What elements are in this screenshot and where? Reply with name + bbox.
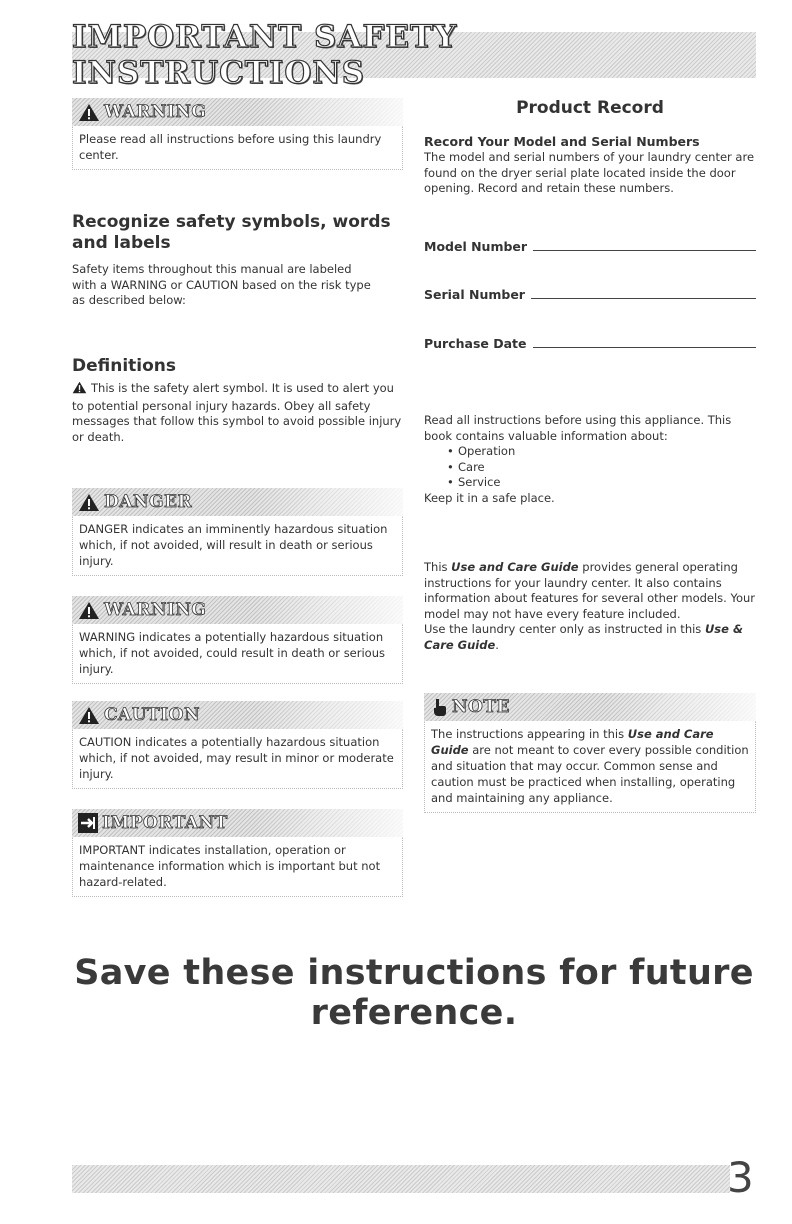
- save-instructions-heading: Save these instructions for future reference.: [74, 953, 754, 1033]
- warning-text: WARNING indicates a potentially hazardous situation which, if not avoided, could result in death or serious injury.: [72, 624, 403, 684]
- read-all-text: Read all instructions before using this appliance. This book contains valuable information about:: [424, 413, 732, 443]
- caution-text: CAUTION indicates a potentially hazardous situation which, if not avoided, may result in minor or moderate injury.: [72, 729, 403, 789]
- warning-triangle-icon: [78, 706, 100, 725]
- note-guide-emphasis: Use and Care Guide: [431, 727, 714, 757]
- important-box: [72, 809, 403, 897]
- guide-title-emphasis: Use and Care Guide: [451, 560, 579, 574]
- definitions-paragraph: [72, 381, 402, 445]
- guide-p1-start: This: [424, 560, 452, 574]
- important-title: IMPORTANT: [102, 813, 228, 833]
- warning-intro-box: [72, 98, 403, 170]
- model-number-label: Model Number: [424, 239, 528, 254]
- serial-number-line[interactable]: [531, 297, 756, 299]
- danger-text: DANGER indicates an imminently hazardous situation which, if not avoided, will result in death or serious injury.: [72, 516, 403, 576]
- warning-title: WARNING: [104, 600, 207, 620]
- recognize-text: Safety items throughout this manual are labeled with a WARNING or CAUTION based on the risk type as described below:: [72, 262, 371, 307]
- warning-intro-header: [72, 98, 403, 126]
- danger-header: [72, 488, 403, 516]
- warning-intro-text: Please read all instructions before using this laundry center.: [72, 126, 403, 170]
- note-title: NOTE: [452, 697, 510, 717]
- list-item: • Care: [458, 460, 515, 476]
- guide-paragraph-1: [424, 560, 756, 622]
- title-banner: [72, 19, 756, 91]
- serial-number-label: Serial Number: [424, 287, 525, 302]
- guide-p2-end: .: [495, 637, 499, 652]
- product-record-heading: Product Record: [516, 98, 664, 118]
- warning-triangle-icon: [78, 103, 100, 122]
- guide-paragraph-2: [424, 622, 756, 653]
- footer-bar: [72, 1165, 730, 1193]
- page-number: 3: [727, 1153, 754, 1202]
- purchase-date-line[interactable]: [533, 346, 756, 348]
- serial-number-field[interactable]: [424, 287, 756, 302]
- list-item: • Operation: [458, 444, 515, 460]
- note-text: [424, 721, 756, 813]
- note-text-end: are not meant to cover every possible condition and situation that may occur. Common sense and caution must be practiced when installing, operating and maintaining any appliance.: [431, 743, 749, 805]
- definitions-text: This is the safety alert symbol. It is used to alert you to potential personal injury hazards. Obey all safety messages that follow this symbol to avoid possible injury or death.: [72, 381, 402, 444]
- danger-title: DANGER: [104, 492, 193, 512]
- important-header: [72, 809, 403, 837]
- note-text-start: The instructions appearing in this: [431, 727, 628, 741]
- record-subheading: Record Your Model and Serial Numbers: [424, 134, 700, 149]
- guide-title-emphasis: Use & Care Guide: [424, 622, 743, 652]
- note-header: [424, 693, 756, 721]
- important-text: IMPORTANT indicates installation, operation or maintenance information which is important but not hazard-related.: [72, 837, 403, 897]
- warning-header: [72, 596, 403, 624]
- pointing-hand-icon: [430, 697, 448, 717]
- recognize-heading: Recognize safety symbols, words and labels: [72, 212, 391, 253]
- page-title: IMPORTANT SAFETY INSTRUCTIONS: [72, 19, 458, 91]
- definitions-heading: Definitions: [72, 356, 177, 376]
- warning-triangle-icon: [78, 601, 100, 620]
- keep-safe-text: Keep it in a safe place.: [424, 491, 555, 505]
- guide-p2-start: Use the laundry center only as instructed in this: [424, 622, 705, 636]
- warning-box: [72, 596, 403, 684]
- caution-title: CAUTION: [104, 705, 200, 725]
- purchase-date-field[interactable]: [424, 336, 756, 351]
- purchase-date-label: Purchase Date: [424, 336, 527, 351]
- note-box: [424, 693, 756, 813]
- danger-box: [72, 488, 403, 576]
- guide-p1-end: provides general operating instructions for your laundry center. It also contains information about features for several other models. Your model may not have every feature included.: [424, 560, 756, 621]
- topic-list: [424, 444, 515, 491]
- record-text: The model and serial numbers of your laundry center are found on the dryer serial plate located inside the door opening. Record and retain these numbers.: [424, 150, 755, 195]
- warning-intro-title: WARNING: [104, 102, 207, 122]
- caution-box: [72, 701, 403, 789]
- arrow-box-icon: [78, 813, 98, 833]
- warning-triangle-icon: [78, 493, 100, 512]
- list-item: • Service: [458, 475, 515, 491]
- model-number-line[interactable]: [533, 249, 756, 251]
- caution-header: [72, 701, 403, 729]
- model-number-field[interactable]: [424, 239, 756, 254]
- alert-symbol-icon: [72, 381, 87, 399]
